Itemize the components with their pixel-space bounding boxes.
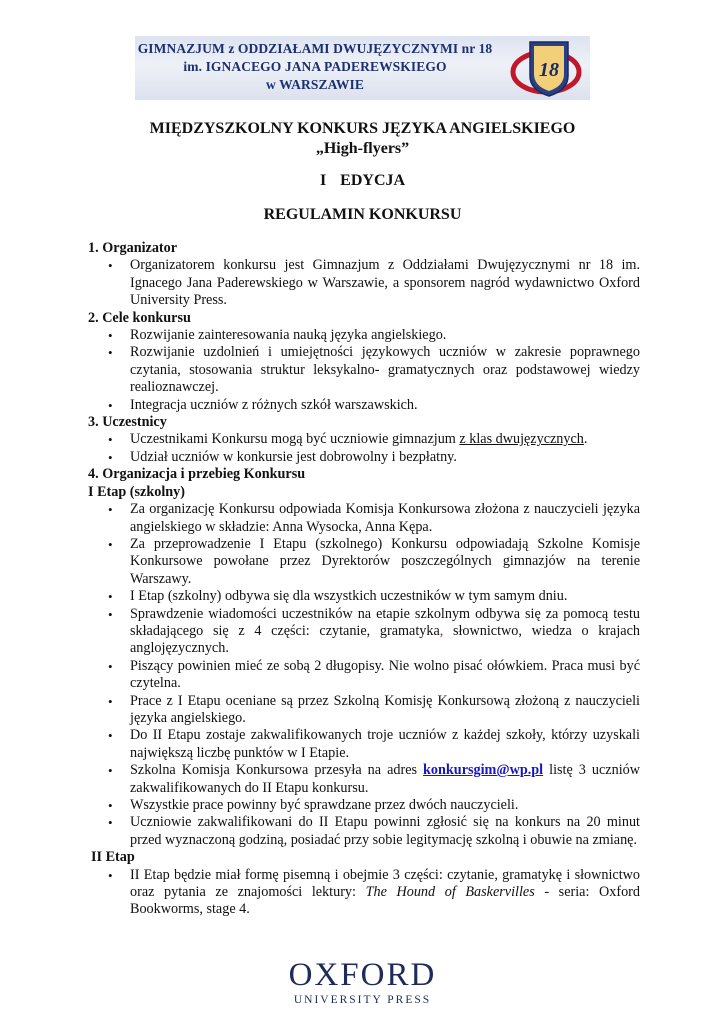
oxford-logo xyxy=(0,958,725,1006)
text-span: słownictwo, wiedza o krajach anglojęzycznych. xyxy=(130,622,640,657)
list-item: • Do II Etapu zostaje zakwalifikowanych troje uczniów z każdej szkoły, którzy uzyskali największą liczbę punktów w I Etapie. xyxy=(88,727,640,762)
list-item xyxy=(88,431,640,448)
competition-title xyxy=(0,119,725,159)
text-span: Uczestnikami Konkursu mogą być uczniowie gimnazjum xyxy=(130,431,460,448)
list-item xyxy=(88,867,640,919)
edition-label: I EDYCJA xyxy=(319,172,406,189)
oxford-subtitle: UNIVERSITY PRESS xyxy=(293,994,432,1006)
text-span: II Etap będzie miał formę pisemną i obejmie 3 części: czytanie, gramatykę i słownictwo oraz pytania ze znajomości lektury: xyxy=(130,866,640,901)
regulations-heading: REGULAMIN KONKURSU xyxy=(263,206,462,223)
list-item: • Rozwijanie zainteresowania nauką języka angielskiego. xyxy=(88,327,640,344)
school-name-line2: im. IGNACEGO JANA PADEREWSKIEGO xyxy=(183,59,447,74)
book-title: The Hound of Baskervilles xyxy=(365,884,535,901)
list-item: • Wszystkie prace powinny być sprawdzane przez dwóch nauczycieli. xyxy=(88,797,640,814)
stage1-list xyxy=(88,501,640,849)
text-span: Szkolna Komisja Konkursowa przesyła na adres xyxy=(130,762,424,779)
list-item: • Uczniowie zakwalifikowani do II Etapu powinni zgłosić się na konkurs na 20 minut przed wyznaczoną godziną, posiadać przy sobie legitymację szkolną i obuwie na zmianę. xyxy=(88,814,640,849)
text-span: Sprawdzenie wiadomości uczestników na etapie szkolnym odbywa się za pomocą testu składającego się z 4 części: czytanie, gramatyka xyxy=(130,605,640,639)
crest-number: 18 xyxy=(539,59,559,81)
section-heading-organizer: 1. Organizator xyxy=(88,240,178,256)
list-item: • Za organizację Konkursu odpowiada Komisja Konkursowa złożona z nauczycieli języka angielskiego w składzie: Anna Wysocka, Anna Kępa. xyxy=(88,501,640,536)
list-item: • Rozwijanie uzdolnień i umiejętności językowych uczniów w zakresie poprawnego czytania, stosowania struktur leksykalno- gramatycznych oraz podstawowej wiedzy realioznawczej. xyxy=(88,344,640,396)
school-crest-icon xyxy=(510,38,588,98)
text-span: - seria: Oxford Bookworms, stage 4. xyxy=(130,884,640,918)
email-link[interactable]: konkursgim@wp.pl xyxy=(423,762,544,779)
competition-subtitle: „High-flyers” xyxy=(315,140,410,157)
goals-list xyxy=(88,327,640,414)
school-name-line3: w WARSZAWIE xyxy=(265,77,364,92)
oxford-wordmark: OXFORD xyxy=(288,957,437,993)
list-item: • Udział uczniów w konkursie jest dobrowolny i bezpłatny. xyxy=(88,449,640,466)
list-item: • I Etap (szkolny) odbywa się dla wszystkich uczestników w tym samym dniu. xyxy=(88,588,640,605)
text-span: . xyxy=(583,431,588,448)
list-item: • Organizatorem konkursu jest Gimnazjum z Oddziałami Dwujęzycznymi nr 18 im. Ignacego Jana Paderewskiego w Warszawie, a sponsorem nagród wydawnictwo Oxford University Press. xyxy=(88,257,640,309)
red-comma: , xyxy=(439,622,444,639)
section-heading-goals: 2. Cele konkursu xyxy=(88,309,191,326)
section-heading-organization: 4. Organizacja i przebieg Konkursu xyxy=(88,466,306,483)
regulations-body xyxy=(88,240,640,919)
competition-name: MIĘDZYSZKOLNY KONKURS JĘZYKA ANGIELSKIEGO xyxy=(149,120,576,137)
school-name-line1: GIMNAZJUM z ODDZIAŁAMI DWUJĘZYCZNYMI nr 18 xyxy=(137,41,493,56)
list-item: • Integracja uczniów z różnych szkół warszawskich. xyxy=(88,397,640,414)
stage1-heading: I Etap (szkolny) xyxy=(88,483,185,500)
text-span: listę 3 uczniów zakwalifikowanych do II Etapu konkursu. xyxy=(130,762,640,796)
list-item: • Piszący powinien mieć ze sobą 2 długopisy. Nie wolno pisać ołówkiem. Praca musi być czytelna. xyxy=(88,658,640,693)
list-item: • Za przeprowadzenie I Etapu (szkolnego) Konkursu odpowiadają Szkolne Komisje Konkursowe powołane przez Dyrektorów poszczególnych gimnazjów na terenie Warszawy. xyxy=(88,536,640,588)
bilingual-classes-text: z klas dwujęzycznych xyxy=(459,431,584,448)
stage2-heading: II Etap xyxy=(91,849,135,866)
stage2-list xyxy=(88,867,640,919)
participants-list xyxy=(88,431,640,466)
section-heading-participants: 3. Uczestnicy xyxy=(88,414,167,431)
list-item xyxy=(88,762,640,797)
list-item: • Prace z I Etapu oceniane są przez Szkolną Komisję Konkursową złożoną z nauczycieli języka angielskiego. xyxy=(88,693,640,728)
list-item xyxy=(88,606,640,658)
school-name xyxy=(135,40,495,94)
organizer-list xyxy=(88,257,640,309)
